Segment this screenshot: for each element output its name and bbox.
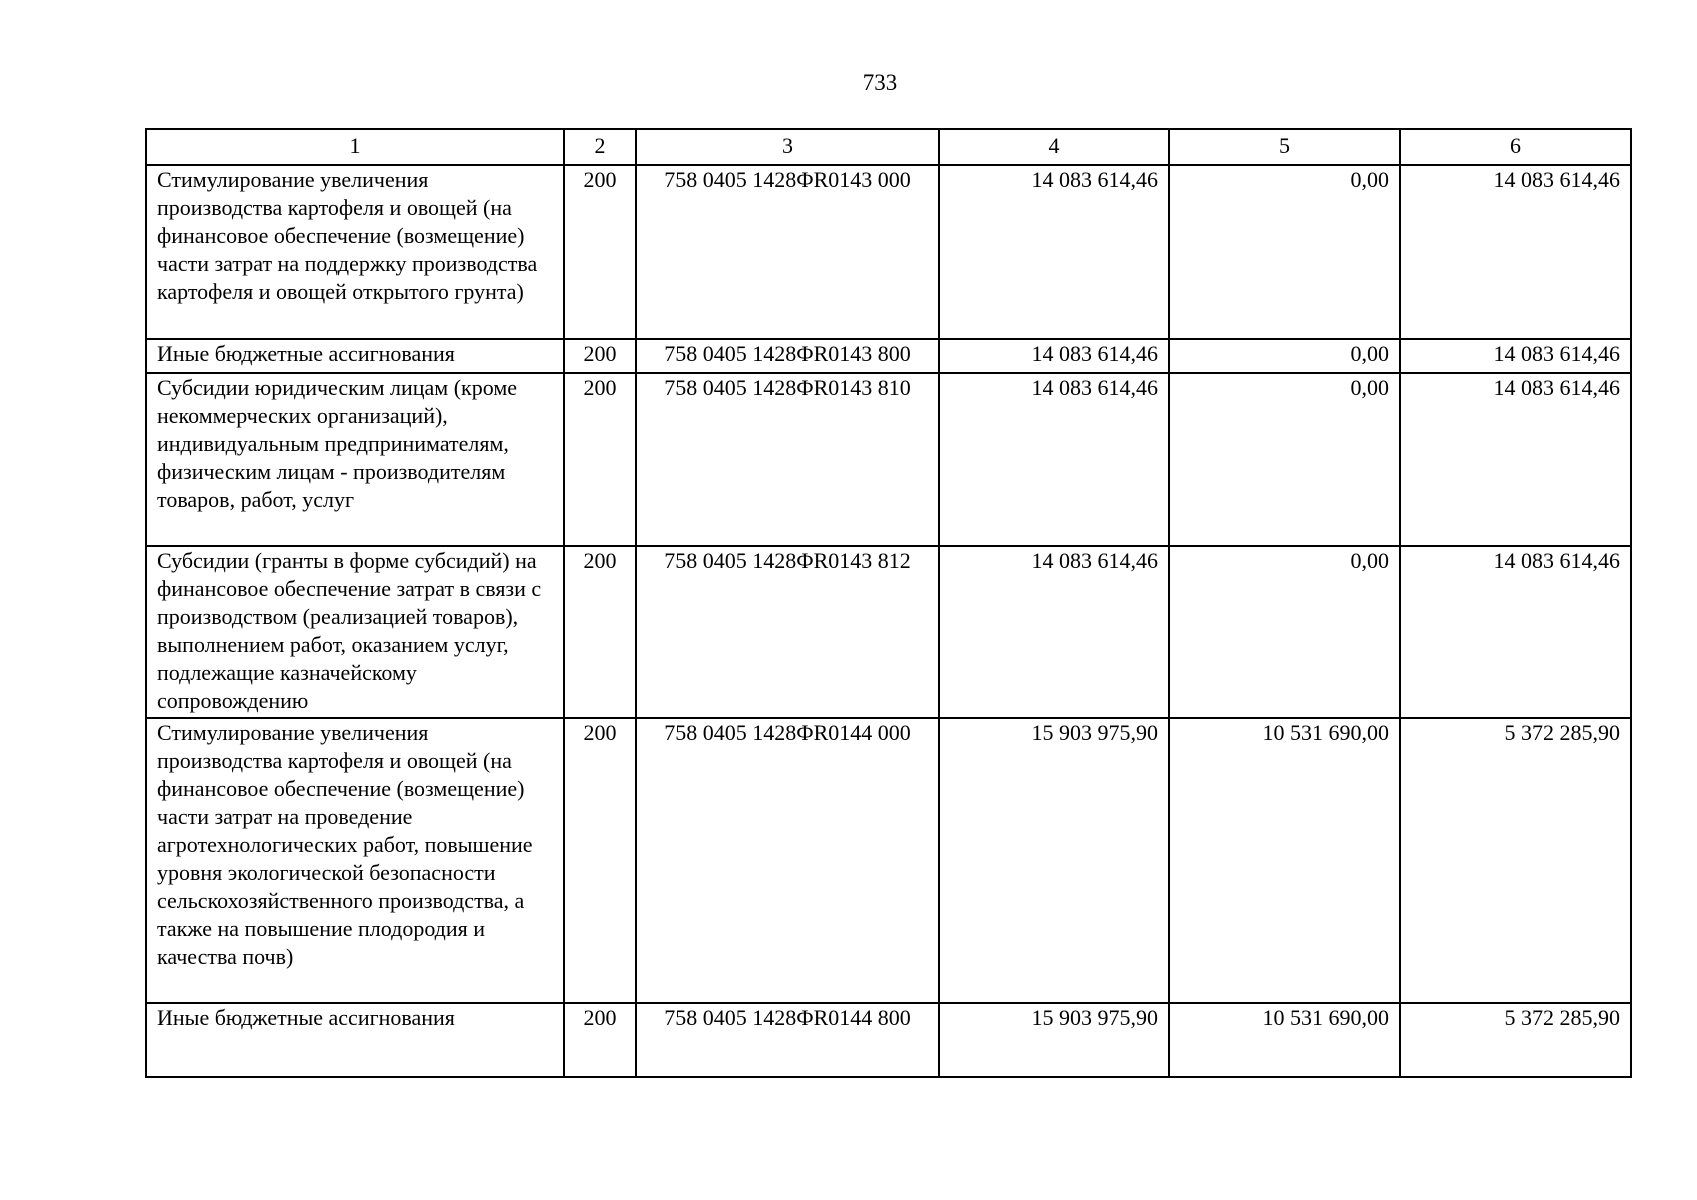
row-value-4: 14 083 614,46 <box>939 339 1169 373</box>
column-header-4: 4 <box>939 129 1169 165</box>
row-code: 200 <box>564 718 636 1003</box>
row-target-article: 758 0405 1428ФR0143 000 <box>636 165 939 339</box>
column-header-2: 2 <box>564 129 636 165</box>
row-code: 200 <box>564 165 636 339</box>
row-value-6: 5 372 285,90 <box>1400 1003 1631 1077</box>
row-target-article: 758 0405 1428ФR0143 812 <box>636 546 939 718</box>
row-value-4: 14 083 614,46 <box>939 373 1169 546</box>
row-name: Стимулирование увеличения производства картофеля и овощей (на финансовое обеспечение (возмещение) части затрат на поддержку производства картофеля и овощей открытого грунта) <box>146 165 564 339</box>
column-header-1: 1 <box>146 129 564 165</box>
row-target-article: 758 0405 1428ФR0143 810 <box>636 373 939 546</box>
table-row <box>146 373 1631 546</box>
budget-table <box>145 128 1632 1078</box>
table-row <box>146 718 1631 1003</box>
row-value-5: 0,00 <box>1169 546 1400 718</box>
row-name: Иные бюджетные ассигнования <box>146 1003 564 1077</box>
row-value-6: 14 083 614,46 <box>1400 373 1631 546</box>
table-header-row <box>146 129 1631 165</box>
column-header-3: 3 <box>636 129 939 165</box>
row-value-5: 0,00 <box>1169 373 1400 546</box>
row-name: Стимулирование увеличения производства картофеля и овощей (на финансовое обеспечение (возмещение) части затрат на проведение агротехнологических работ, повышение уровня экологической безопасности сельскохозяйственного производства, а также на повышение плодородия и качества почв) <box>146 718 564 1003</box>
table-row <box>146 339 1631 373</box>
row-value-4: 14 083 614,46 <box>939 546 1169 718</box>
table-row <box>146 1003 1631 1077</box>
row-value-4: 15 903 975,90 <box>939 1003 1169 1077</box>
page-number: 733 <box>862 70 898 95</box>
row-value-6: 5 372 285,90 <box>1400 718 1631 1003</box>
row-value-6: 14 083 614,46 <box>1400 339 1631 373</box>
row-target-article: 758 0405 1428ФR0144 000 <box>636 718 939 1003</box>
row-target-article: 758 0405 1428ФR0144 800 <box>636 1003 939 1077</box>
row-code: 200 <box>564 339 636 373</box>
row-value-5: 0,00 <box>1169 165 1400 339</box>
row-value-6: 14 083 614,46 <box>1400 546 1631 718</box>
row-value-5: 10 531 690,00 <box>1169 1003 1400 1077</box>
row-code: 200 <box>564 373 636 546</box>
row-code: 200 <box>564 1003 636 1077</box>
row-value-4: 14 083 614,46 <box>939 165 1169 339</box>
table-row <box>146 546 1631 718</box>
row-target-article: 758 0405 1428ФR0143 800 <box>636 339 939 373</box>
row-value-6: 14 083 614,46 <box>1400 165 1631 339</box>
row-value-4: 15 903 975,90 <box>939 718 1169 1003</box>
row-name: Иные бюджетные ассигнования <box>146 339 564 373</box>
row-value-5: 10 531 690,00 <box>1169 718 1400 1003</box>
table-row <box>146 165 1631 339</box>
column-header-6: 6 <box>1400 129 1631 165</box>
row-code: 200 <box>564 546 636 718</box>
row-name: Субсидии (гранты в форме субсидий) на финансовое обеспечение затрат в связи с производством (реализацией товаров), выполнением работ, оказанием услуг, подлежащие казначейскому сопровождению <box>146 546 564 718</box>
row-value-5: 0,00 <box>1169 339 1400 373</box>
row-name: Субсидии юридическим лицам (кроме некоммерческих организаций), индивидуальным предпринимателям, физическим лицам - производителям товаров, работ, услуг <box>146 373 564 546</box>
column-header-5: 5 <box>1169 129 1400 165</box>
